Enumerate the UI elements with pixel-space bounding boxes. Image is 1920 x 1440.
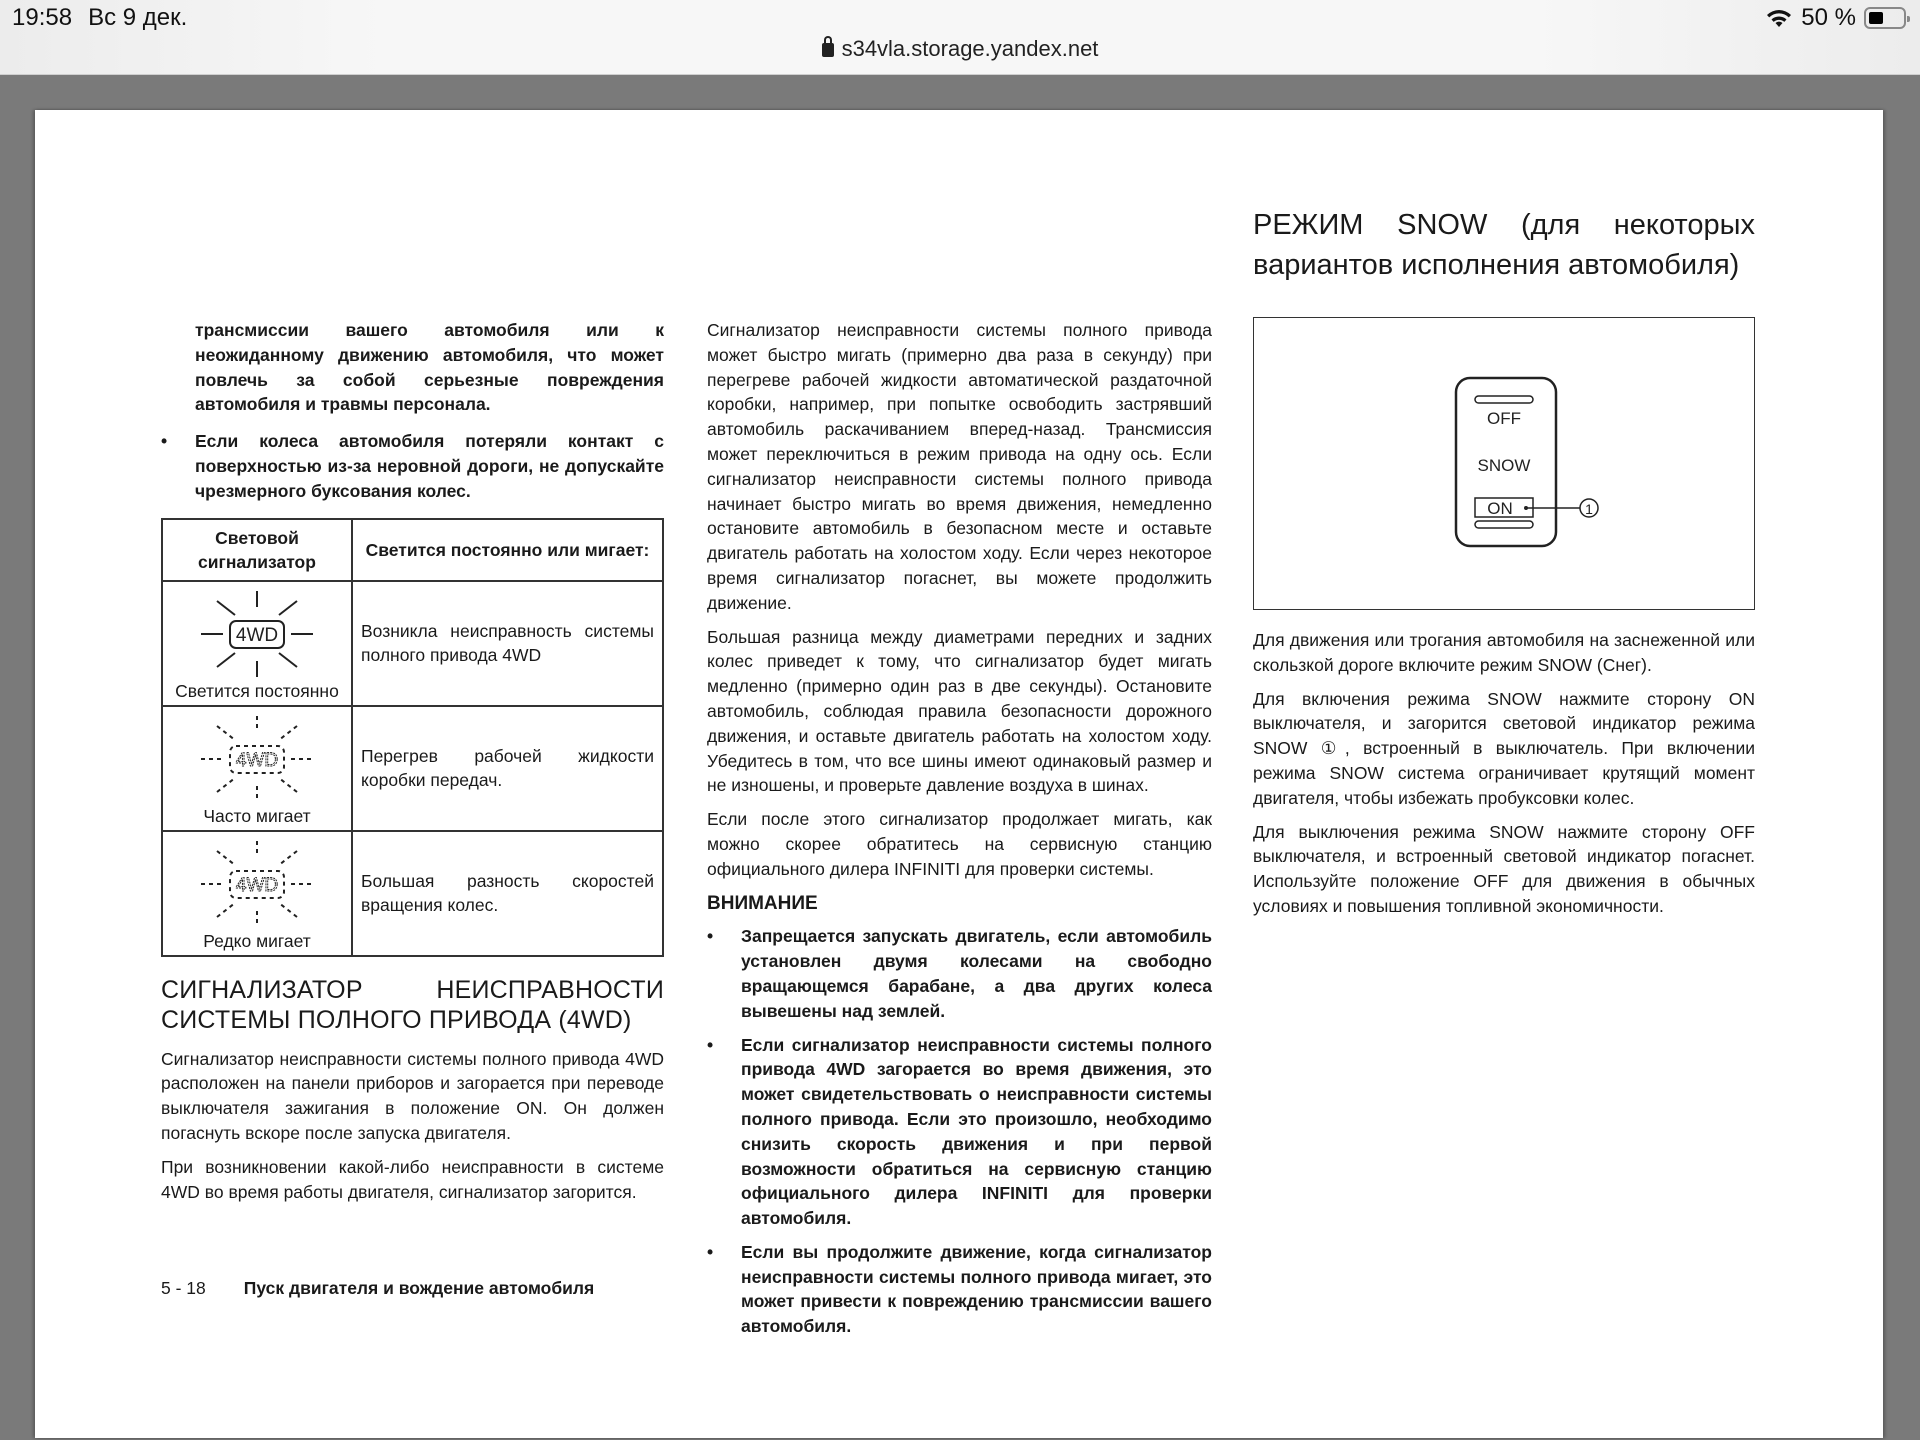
clock: 19:58: [12, 4, 73, 31]
paragraph: Если после этого сигнализатор продолжает мигать, как можно скорее обратитесь на сервисную станцию официального дилера INFINITI для проверки системы.: [707, 809, 1212, 879]
ios-status-bar: [0, 0, 1920, 75]
paragraph: Для включения режима SNOW нажмите сторону ON выключателя, и загорится световой индикатор режима SNOW ①, встроенный в выключатель. При включении режима SNOW система ограничивает крутящий момент двигателя, чтобы избежать пробуксовки колес.: [1253, 688, 1755, 808]
section-title-4wd: СИГНАЛИЗАТОР НЕИСПРАВНОСТИ СИСТЕМЫ ПОЛНОГО ПРИВОДА (4WD): [161, 975, 664, 1034]
url-text: s34vla.storage.yandex.net: [841, 36, 1099, 61]
paragraph: Сигнализатор неисправности системы полного привода 4WD расположен на панели приборов и загорается при переводе выключателя зажигания в положение ON. Он должен погаснуть вскоре после запуска двигателя.: [161, 1048, 664, 1143]
lock-icon: [822, 43, 834, 57]
table-row: [162, 831, 663, 956]
middle-column: [707, 318, 1212, 1348]
bullet-icon: •: [707, 1241, 714, 1262]
warning-title: ВНИМАНИЕ: [707, 892, 818, 914]
svg-text:ON: ON: [1487, 499, 1513, 518]
warning-bullet: • Если колеса автомобиля потеряли контакт с поверхностью из-за неровной дороги, не допускайте чрезмерного буксования колес.: [161, 431, 664, 501]
warning-bullet: • Если вы продолжите движение, когда сигнализатор неисправности системы полного привода мигает, это может привести к повреждению трансмиссии вашего автомобиля.: [707, 1241, 1212, 1337]
warning-bullet: • Запрещается запускать двигатель, если автомобиль установлен двумя колесами на свободно вращающемся барабане, а два других колеса вывешены над землей.: [707, 926, 1212, 1021]
lamp-description: Возникла неисправность системы полного привода 4WD: [352, 581, 663, 706]
paragraph: Большая разница между диаметрами передних и задних колес приведет к тому, что сигнализатор будет мигать медленно (примерно один раз в две секунды). Остановите автомобиль, соблюдая правила безопасности дорожного движения, и оставьте двигатель работать на холостом ходу. Убедитесь в том, что все шины имеют одинаковый размер и не изношены, и проверьте давление воздуха в шинах.: [707, 626, 1212, 796]
table-row: [162, 706, 663, 831]
chapter-title: Пуск двигателя и вождение автомобиля: [243, 1278, 595, 1298]
paragraph: Для движения или трогания автомобиля на заснеженной или скользкой дороге включите режим SNOW (Снег).: [1253, 630, 1755, 675]
page-number: 5 - 18: [161, 1278, 206, 1298]
lamp-state-label: Редко мигает: [203, 930, 311, 951]
indicator-table: [161, 518, 664, 957]
table-header: Светится постоянно или мигает:: [352, 519, 663, 581]
svg-text:4WD: 4WD: [235, 749, 279, 771]
paragraph: Для выключения режима SNOW нажмите сторону OFF выключателя, и встроенный световой индикатор погаснет. Используйте положение OFF для движения в обычных условиях и повышения топливной экономичности.: [1253, 821, 1755, 916]
right-column: [1253, 205, 1755, 928]
address-bar[interactable]: [0, 36, 1920, 62]
wifi-icon: [1765, 7, 1793, 29]
date: Вс 9 дек.: [88, 4, 188, 31]
table-row: [162, 581, 663, 706]
continued-warning-text: трансмиссии вашего автомобиля или к неожиданному движению автомобиля, что может повлечь за собой серьезные повреждения автомобиля и травмы персонала.: [195, 320, 664, 415]
table-header: Световой сигнализатор: [162, 519, 352, 581]
document-page: [35, 110, 1883, 1438]
section-title-snow: РЕЖИМ SNOW (для некоторых вариантов исполнения автомобиля): [1253, 209, 1755, 281]
status-time: [12, 4, 187, 32]
svg-text:SNOW: SNOW: [1477, 456, 1531, 475]
svg-text:4WD: 4WD: [235, 874, 279, 896]
left-column: [161, 318, 664, 1213]
paragraph: При возникновении какой-либо неисправности в системе 4WD во время работы двигателя, сигнализатор загорится.: [161, 1156, 664, 1202]
4wd-lamp-solid-icon: [197, 589, 317, 679]
paragraph: Сигнализатор неисправности системы полного привода может быстро мигать (примерно два раза в секунду) при перегреве рабочей жидкости автоматической раздаточной коробки, например, при попытке освободить застрявший автомобиль раскачиванием вперед-назад. Трансмиссия может переключиться в режим привода на одну ось. Если сигнализатор неисправности системы полного привода начинает быстро мигать во время движения, немедленно остановите автомобиль в безопасном месте и оставьте двигатель работать на холостом ходу. Если через некоторое время сигнализатор погаснет, вы можете продолжить движение.: [707, 320, 1212, 613]
bullet-icon: •: [707, 1034, 714, 1055]
callout-number: 1: [1585, 501, 1593, 517]
lamp-state-label: Светится постоянно: [175, 680, 339, 701]
battery-percent: 50 %: [1801, 4, 1856, 31]
snow-switch-illustration: [1254, 318, 1756, 611]
svg-text:OFF: OFF: [1487, 409, 1521, 428]
status-indicators: [1765, 4, 1906, 32]
bullet-icon: •: [707, 926, 714, 947]
lamp-state-label: Часто мигает: [203, 805, 311, 826]
warning-bullet: • Если сигнализатор неисправности системы полного привода 4WD загорается во время движения, это может свидетельствовать о неисправности системы полного привода. Если это произошло, необходимо снизить скорость движения и при первой возможности обратиться на сервисную станцию официального дилера INFINITI для проверки автомобиля.: [707, 1034, 1212, 1229]
4wd-lamp-fast-blink-icon: [197, 714, 317, 804]
page-footer: [161, 1278, 594, 1299]
4wd-lamp-slow-blink-icon: [197, 839, 317, 929]
lamp-description: Перегрев рабочей жидкости коробки передач.: [352, 706, 663, 831]
bullet-icon: •: [161, 431, 168, 452]
lamp-description: Большая разность скоростей вращения колес.: [352, 831, 663, 956]
battery-icon: [1864, 7, 1906, 29]
table-header-row: [162, 519, 663, 581]
svg-text:4WD: 4WD: [235, 624, 279, 646]
snow-switch-figure: [1253, 317, 1755, 610]
